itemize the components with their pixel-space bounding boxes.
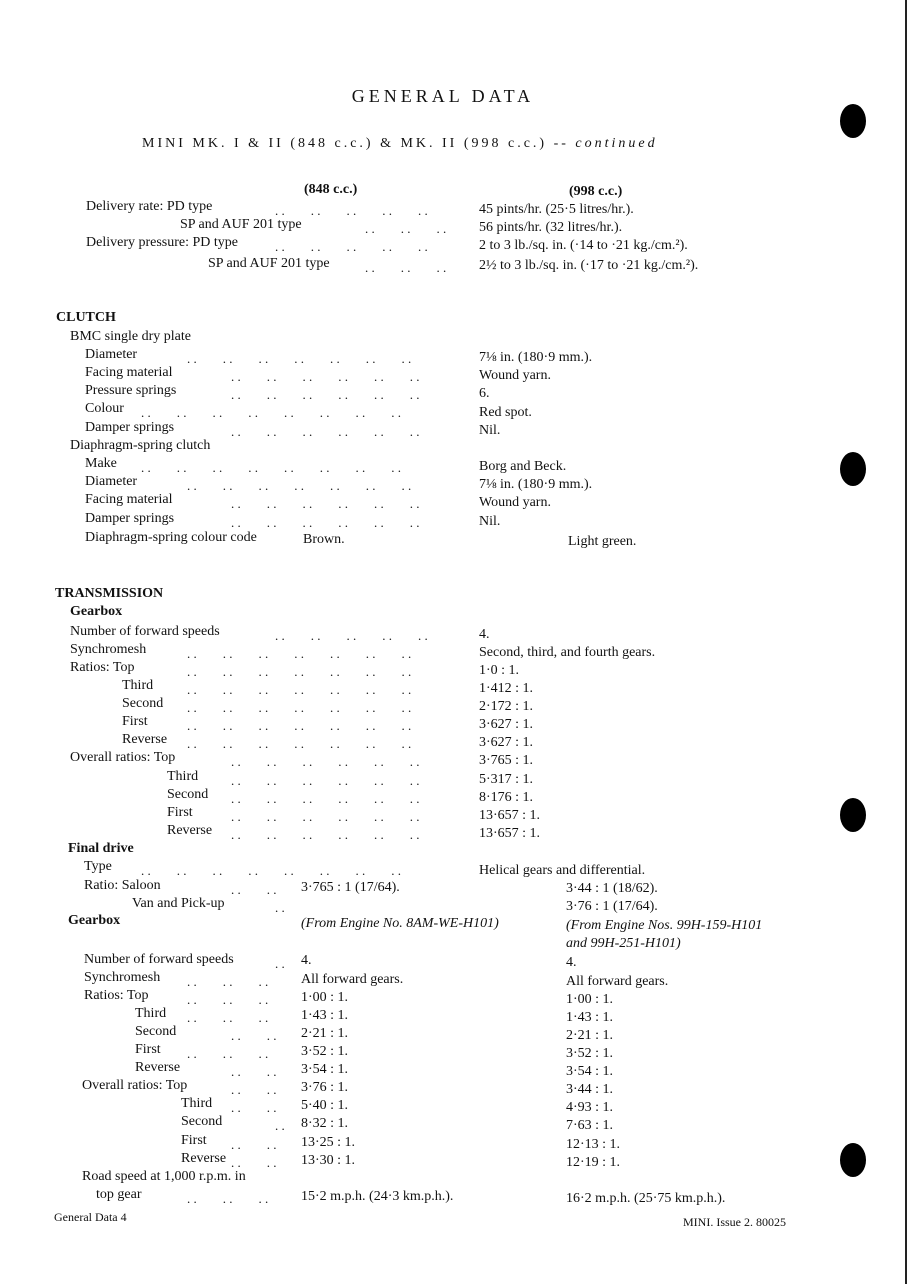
- leader-dots: . . . .: [231, 1100, 277, 1115]
- leader-dots: . . . . . .: [187, 974, 269, 989]
- spec-label: Damper springs: [85, 511, 175, 526]
- spec-value: Wound yarn.: [479, 368, 551, 383]
- spec-label: Diaphragm-spring colour code: [85, 530, 257, 545]
- leader-dots: . . . . . . . . . . . .: [231, 515, 420, 530]
- leader-dots: . . . . . . . . . . . .: [231, 754, 420, 769]
- spec-value: 2 to 3 lb./sq. in. (·14 to ·21 kg./cm.²).: [479, 238, 688, 253]
- spec-label: Diameter: [85, 474, 138, 489]
- spec-value-848: 15·2 m.p.h. (24·3 km.p.h.).: [301, 1189, 454, 1204]
- spec-label: Synchromesh: [70, 642, 147, 657]
- leader-dots: . . . . . .: [365, 260, 447, 275]
- leader-dots: . . . . . . . . . . . .: [231, 424, 420, 439]
- spec-value: Helical gears and differential.: [479, 863, 646, 878]
- spec-label: Second: [181, 1114, 223, 1129]
- spec-value: 7⅛ in. (180·9 mm.).: [479, 350, 593, 365]
- spec-label: Third: [135, 1006, 167, 1021]
- spec-value-848: Brown.: [303, 532, 345, 547]
- spec-label: Second: [122, 696, 164, 711]
- spec-value: 1·0 : 1.: [479, 663, 520, 678]
- spec-value: 3·627 : 1.: [479, 717, 534, 732]
- spec-label: Colour: [85, 401, 124, 416]
- spec-value: 7⅛ in. (180·9 mm.).: [479, 477, 593, 492]
- leader-dots: . . . . . .: [187, 1010, 269, 1025]
- subsection-label: BMC single dry plate: [70, 329, 191, 344]
- leader-dots: . . . . . . . . . . . .: [231, 496, 420, 511]
- spec-label: Ratio: Saloon: [84, 878, 161, 893]
- spec-label: Road speed at 1,000 r.p.m. in: [82, 1169, 246, 1184]
- spec-value-848: 3·76 : 1.: [301, 1080, 349, 1095]
- spec-value-998: 1·43 : 1.: [566, 1010, 614, 1025]
- spec-value-848: 8·32 : 1.: [301, 1116, 349, 1131]
- spec-value-998: 2·21 : 1.: [566, 1028, 614, 1043]
- spec-value: 5·317 : 1.: [479, 772, 534, 787]
- spec-label: Reverse: [167, 823, 213, 838]
- spec-value: Second, third, and fourth gears.: [479, 645, 656, 660]
- spec-label: Make: [85, 456, 117, 471]
- leader-dots: . . . . . . . . . . . . . .: [187, 664, 412, 679]
- engine-number-848: (From Engine No. 8AM-WE-H101): [301, 916, 499, 931]
- leader-dots: . . . . . .: [187, 1046, 269, 1061]
- spec-value-848: 13·25 : 1.: [301, 1135, 356, 1150]
- spec-value: 45 pints/hr. (25·5 litres/hr.).: [479, 202, 634, 217]
- spec-value: 6.: [479, 386, 490, 401]
- spec-value-998: 3·44 : 1 (18/62).: [566, 881, 658, 896]
- leader-dots: . . . . . . . . . . . .: [231, 387, 420, 402]
- leader-dots: . . . . . . . . . . . . . .: [187, 478, 412, 493]
- leader-dots: . . . . . . . . . . . . . .: [187, 351, 412, 366]
- leader-dots: . . . .: [231, 1028, 277, 1043]
- spec-value: Red spot.: [479, 405, 532, 420]
- spec-value-998: 3·52 : 1.: [566, 1046, 614, 1061]
- spec-value-848: 5·40 : 1.: [301, 1098, 349, 1113]
- footer-page-ref: General Data 4: [54, 1210, 127, 1224]
- leader-dots: . . . . . . . . . . . . . .: [187, 736, 412, 751]
- subsection-heading-gearbox: Gearbox: [70, 604, 123, 619]
- spec-label: Overall ratios: Top: [70, 750, 176, 765]
- leader-dots: . . . . . . . . . . . .: [231, 773, 420, 788]
- punch-hole: [840, 104, 866, 138]
- spec-value-848: 2·21 : 1.: [301, 1026, 349, 1041]
- spec-value-848: 3·54 : 1.: [301, 1062, 349, 1077]
- spec-label: SP and AUF 201 type: [180, 217, 302, 232]
- spec-value-998: 1·00 : 1.: [566, 992, 614, 1007]
- spec-label: Number of forward speeds: [84, 952, 234, 967]
- spec-value-848: 3·52 : 1.: [301, 1044, 349, 1059]
- spec-label: Third: [181, 1096, 213, 1111]
- spec-label: Third: [122, 678, 154, 693]
- spec-value-998: 12·19 : 1.: [566, 1155, 621, 1170]
- spec-value-998: 3·54 : 1.: [566, 1064, 614, 1079]
- spec-value-998: 3·76 : 1 (17/64).: [566, 899, 658, 914]
- engine-number-998-cont: and 99H-251-H101): [566, 936, 681, 951]
- spec-value-848: 13·30 : 1.: [301, 1153, 356, 1168]
- spec-label: Ratios: Top: [84, 988, 149, 1003]
- spec-label: Delivery pressure: PD type: [86, 235, 239, 250]
- spec-label: Second: [167, 787, 209, 802]
- leader-dots: . . . . . . . . . . . . . . . .: [141, 460, 401, 475]
- spec-label: Van and Pick-up: [132, 896, 225, 911]
- punch-hole: [840, 798, 866, 832]
- spec-label: Reverse: [122, 732, 168, 747]
- spec-value-998: 4.: [566, 955, 577, 970]
- spec-value: 2·172 : 1.: [479, 699, 534, 714]
- spec-label: First: [135, 1042, 161, 1057]
- spec-value-998: 16·2 m.p.h. (25·75 km.p.h.).: [566, 1191, 726, 1206]
- spec-value-998: 7·63 : 1.: [566, 1118, 614, 1133]
- spec-value-998: Light green.: [568, 534, 637, 549]
- leader-dots: . . . . . . . . . .: [275, 239, 428, 254]
- spec-value: 13·657 : 1.: [479, 826, 541, 841]
- page-title: GENERAL DATA: [351, 86, 535, 106]
- spec-label: Facing material: [85, 365, 173, 380]
- leader-dots: . . . . . . . . . . . . . .: [187, 682, 412, 697]
- spec-label: Facing material: [85, 492, 173, 507]
- spec-value: 8·176 : 1.: [479, 790, 534, 805]
- spec-label: top gear: [96, 1187, 142, 1202]
- leader-dots: . . . .: [231, 1064, 277, 1079]
- spec-value-848: 4.: [301, 953, 312, 968]
- spec-label: Delivery rate: PD type: [86, 199, 213, 214]
- spec-value: 4.: [479, 627, 490, 642]
- spec-label: First: [167, 805, 193, 820]
- spec-label: SP and AUF 201 type: [208, 256, 330, 271]
- spec-label: Third: [167, 769, 199, 784]
- spec-label: First: [181, 1133, 207, 1148]
- spec-label: Overall ratios: Top: [82, 1078, 188, 1093]
- leader-dots: . . . . . . . . . . . . . . . .: [141, 863, 401, 878]
- leader-dots: . . . .: [231, 1155, 277, 1170]
- spec-value: Nil.: [479, 423, 501, 438]
- spec-value-998: 4·93 : 1.: [566, 1100, 614, 1115]
- leader-dots: . . . . . .: [187, 992, 269, 1007]
- engine-number-998: (From Engine Nos. 99H-159-H101: [566, 918, 763, 933]
- spec-label: Number of forward speeds: [70, 624, 220, 639]
- spec-value: Wound yarn.: [479, 495, 551, 510]
- spec-value: 3·627 : 1.: [479, 735, 534, 750]
- page-subtitle: MINI MK. I & II (848 c.c.) & MK. II (998 c.c.) -- continued: [142, 136, 658, 151]
- spec-label: Reverse: [135, 1060, 181, 1075]
- spec-label: Damper springs: [85, 420, 175, 435]
- punch-hole: [840, 452, 866, 486]
- leader-dots: . . . . . . . . . . . .: [231, 369, 420, 384]
- leader-dots: . . . . . . . . . . . .: [231, 827, 420, 842]
- spec-label: Pressure springs: [85, 383, 177, 398]
- subsection-heading-gearbox-2: Gearbox: [68, 913, 121, 928]
- spec-value: 56 pints/hr. (32 litres/hr.).: [479, 220, 623, 235]
- leader-dots: . . . . . . . . . . . . . . . .: [141, 405, 401, 420]
- leader-dots: . . . .: [231, 1082, 277, 1097]
- footer-issue: MINI. Issue 2. 80025: [683, 1215, 786, 1229]
- spec-label: Type: [84, 859, 112, 874]
- leader-dots: . . . . . . . . . . . .: [231, 809, 420, 824]
- subsection-label: Diaphragm-spring clutch: [70, 438, 211, 453]
- spec-value: 3·765 : 1.: [479, 753, 534, 768]
- spec-value: 1·412 : 1.: [479, 681, 534, 696]
- leader-dots: . . . .: [231, 1137, 277, 1152]
- leader-dots: . .: [275, 956, 285, 971]
- spec-value-998: 12·13 : 1.: [566, 1137, 621, 1152]
- spec-label: Synchromesh: [84, 970, 161, 985]
- spec-value-848: 1·00 : 1.: [301, 990, 349, 1005]
- leader-dots: . . . . . . . . . .: [275, 203, 428, 218]
- spec-value-848: All forward gears.: [301, 972, 404, 987]
- leader-dots: . . . . . . . . . . . .: [231, 791, 420, 806]
- leader-dots: . . . . . . . . . .: [275, 628, 428, 643]
- spec-label: First: [122, 714, 148, 729]
- leader-dots: . .: [275, 900, 285, 915]
- spec-value: 2½ to 3 lb./sq. in. (·17 to ·21 kg./cm.²).: [479, 258, 699, 273]
- leader-dots: . . . . . . . . . . . . . .: [187, 700, 412, 715]
- leader-dots: . . . . . .: [187, 1191, 269, 1206]
- spec-label: Diameter: [85, 347, 138, 362]
- leader-dots: . .: [275, 1118, 285, 1133]
- col-header-998: (998 c.c.): [569, 184, 623, 199]
- subsection-heading-final-drive: Final drive: [68, 841, 134, 856]
- leader-dots: . . . . . .: [365, 221, 447, 236]
- spec-value-998: All forward gears.: [566, 974, 669, 989]
- spec-label: Ratios: Top: [70, 660, 135, 675]
- punch-hole: [840, 1143, 866, 1177]
- page-edge: [905, 0, 907, 1284]
- leader-dots: . . . . . . . . . . . . . .: [187, 646, 412, 661]
- spec-value-998: 3·44 : 1.: [566, 1082, 614, 1097]
- spec-value: Nil.: [479, 514, 501, 529]
- spec-value-848: 1·43 : 1.: [301, 1008, 349, 1023]
- spec-value: Borg and Beck.: [479, 459, 567, 474]
- leader-dots: . . . . . . . . . . . . . .: [187, 718, 412, 733]
- spec-value-848: 3·765 : 1 (17/64).: [301, 880, 400, 895]
- spec-label: Reverse: [181, 1151, 227, 1166]
- section-heading-clutch: CLUTCH: [56, 310, 116, 325]
- spec-label: Second: [135, 1024, 177, 1039]
- col-header-848: (848 c.c.): [304, 182, 358, 197]
- section-heading-transmission: TRANSMISSION: [55, 586, 164, 601]
- spec-value: 13·657 : 1.: [479, 808, 541, 823]
- leader-dots: . . . .: [231, 882, 277, 897]
